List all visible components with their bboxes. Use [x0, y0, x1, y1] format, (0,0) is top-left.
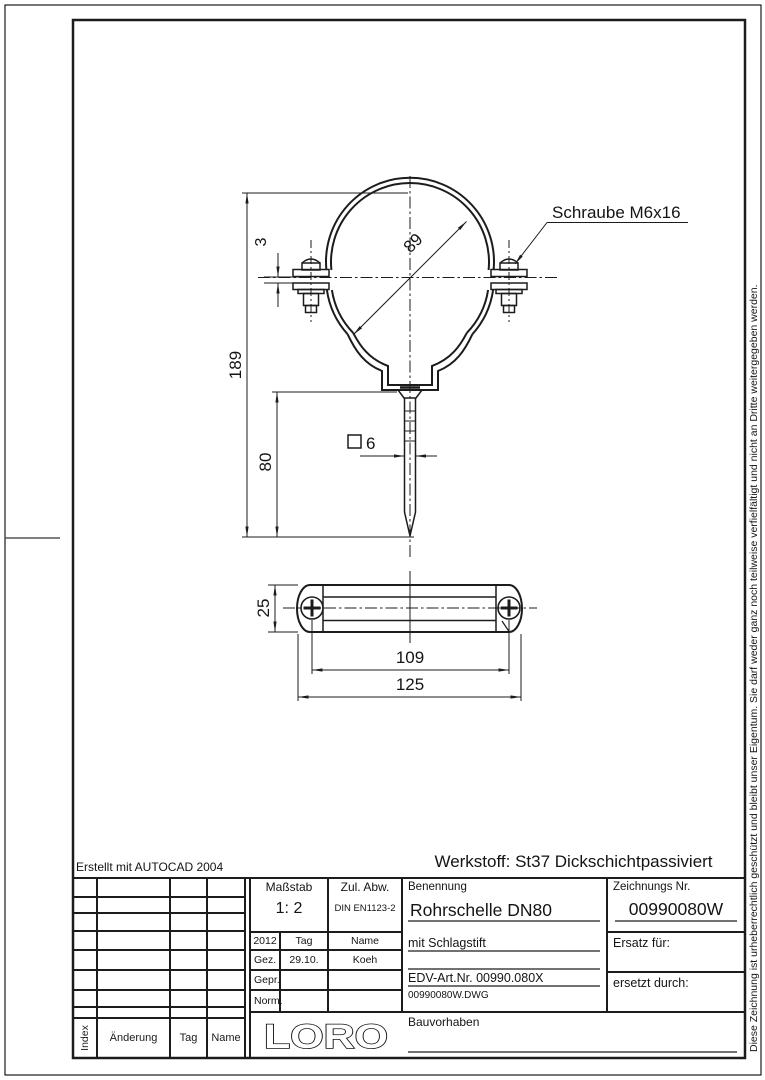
square-symbol-icon — [348, 435, 361, 448]
approval-tag-header: Tag — [295, 935, 313, 947]
gez-label: Gez. — [254, 954, 277, 966]
dim-label-square6: 6 — [366, 434, 376, 453]
clamp-bottom-view — [283, 571, 537, 643]
right-screw — [498, 597, 520, 619]
gez-date: 29.10. — [289, 954, 319, 966]
revision-aenderung-header: Änderung — [109, 1032, 158, 1044]
ersetzt-durch-label: ersetzt durch: — [613, 976, 689, 990]
benennung-label: Benennung — [408, 881, 467, 893]
dim-flange-gap — [264, 253, 300, 307]
revision-index-header: Index — [79, 1025, 91, 1051]
revision-tag-header: Tag — [179, 1032, 198, 1044]
dim-label-25: 25 — [254, 598, 273, 618]
dim-label-80: 80 — [256, 452, 275, 472]
bauvorhaben-label: Bauvorhaben — [408, 1015, 480, 1029]
ersatz-fuer-label: Ersatz für: — [613, 936, 670, 950]
copyright-note: Diese Zeichnung ist urheberrechtlich geschützt und bleibt unser Eigentum. Sie darf weder ganz noch teilweise verfielfältigt und nicht an Dritte weitergegeben werden. — [748, 284, 760, 1052]
dim-label-3: 3 — [253, 237, 270, 247]
gepr-label: Gepr. — [254, 974, 280, 986]
edv-article-number: EDV-Art.Nr. 00990.080X — [408, 971, 544, 985]
dim-label-189: 189 — [226, 350, 245, 380]
dwg-filename: 00990080W.DWG — [408, 990, 489, 1001]
approval-year: 2012 — [253, 935, 277, 947]
part-subtitle: mit Schlagstift — [408, 936, 486, 950]
company-logo — [258, 1015, 394, 1057]
gez-name: Koeh — [352, 954, 378, 966]
callout-schraube-label: Schraube M6x16 — [552, 203, 681, 222]
approval-name-header: Name — [350, 935, 379, 947]
dim-pin-square — [348, 435, 437, 456]
loro-logo-text: LORO — [264, 1018, 388, 1056]
dim-label-109: 109 — [395, 648, 425, 667]
dim-label-125: 125 — [395, 675, 425, 694]
zul-abw-value: DIN EN1123-2 — [334, 903, 396, 914]
created-with-note: Erstellt mit AUTOCAD 2004 — [76, 860, 224, 874]
callout-leader — [515, 223, 688, 265]
left-screw — [301, 597, 323, 619]
massstab-label: Maßstab — [265, 880, 313, 894]
revision-name-header: Name — [211, 1032, 241, 1044]
norm-label: Norm. — [254, 995, 283, 1007]
material-note: Werkstoff: St37 Dickschichtpassiviert — [434, 852, 713, 871]
zeichnungs-nr-label: Zeichnungs Nr. — [613, 881, 691, 893]
dim-pin-height — [272, 392, 397, 537]
massstab-value: 1: 2 — [275, 900, 303, 917]
zul-abw-label: Zul. Abw. — [340, 880, 390, 894]
zeichnungs-nr-value: 00990080W — [628, 899, 724, 919]
part-title: Rohrschelle DN80 — [410, 900, 553, 920]
dim-label-89: 89 — [399, 229, 427, 257]
